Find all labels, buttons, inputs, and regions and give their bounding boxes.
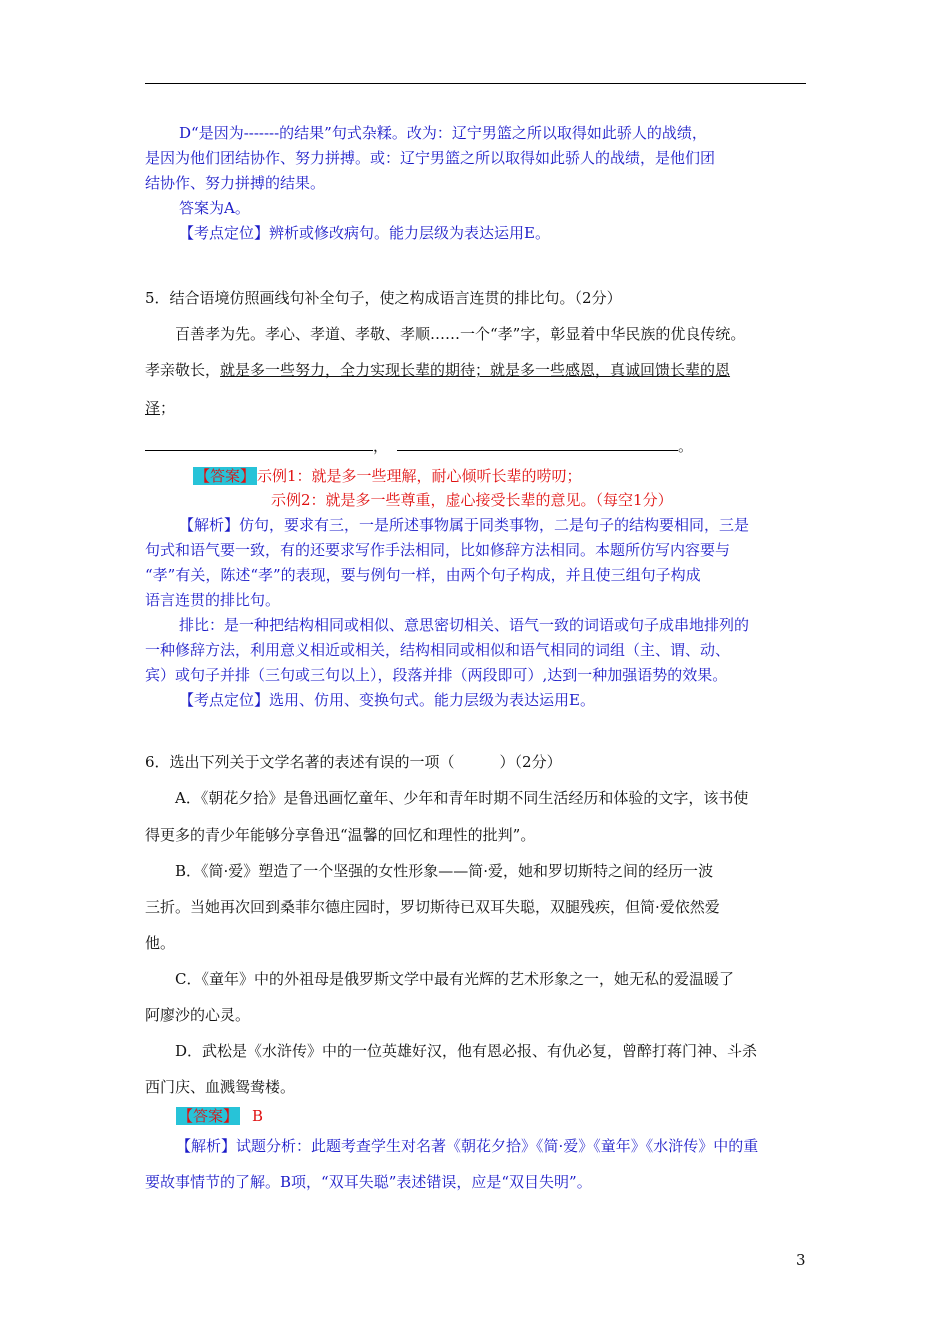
q5-analysis-line: 一种修辞方法，利用意义相近或相关，结构相同或相似和语气相同的词组（主、谓、动、 xyxy=(145,641,731,659)
q5-text3 xyxy=(145,398,175,418)
q6-answer-line xyxy=(176,1106,263,1126)
q6-stem: 6．选出下列关于文学名著的表述有误的一项（ ）（2分） xyxy=(145,753,562,771)
q5-answer-example1: 示例1：就是多一些理解，耐心倾听长辈的唠叨； xyxy=(257,467,582,485)
q4-kaodian: 【考点定位】辨析或修改病句。能力层级为表达运用E。 xyxy=(179,224,550,242)
q6-option-a-cont: 得更多的青少年能够分享鲁迅“温馨的回忆和理性的批判”。 xyxy=(145,826,536,844)
q6-analysis-line: 要故事情节的了解。B项，“双耳失聪”表述错误，应是“双目失明”。 xyxy=(145,1173,592,1191)
q4-d-line1: D“是因为-------的结果”句式杂糅。改为：辽宁男篮之所以取得如此骄人的战绩， xyxy=(179,124,707,142)
q5-text3-suffix: ； xyxy=(160,399,176,417)
q5-text1: 百善孝为先。孝心、孝道、孝敬、孝顺……一个“孝”字，彰显着中华民族的优良传统。 xyxy=(175,325,746,343)
q5-blank-1[interactable] xyxy=(145,450,373,451)
answer-tag: 【答案】 xyxy=(195,467,256,485)
q5-analysis-line: “孝”有关，陈述“孝”的表现，要与例句一样，由两个句子构成，并且使三组句子构成 xyxy=(145,566,701,584)
q4-answer: 答案为A。 xyxy=(179,199,250,217)
q5-text2 xyxy=(145,360,730,380)
q5-kaodian: 【考点定位】选用、仿用、变换句式。能力层级为表达运用E。 xyxy=(179,691,595,709)
q6-option-d: D．武松是《水浒传》中的一位英雄好汉，他有恩必报、有仇必复，曾醉打蒋门神、斗杀 xyxy=(175,1042,758,1060)
q5-underlined-sentence: 就是多一些努力，全力实现长辈的期待；就是多一些感恩，真诚回馈长辈的恩 xyxy=(220,361,731,379)
q5-blank-2[interactable] xyxy=(397,450,678,451)
q6-option-c: C．《童年》中的外祖母是俄罗斯文学中最有光辉的艺术形象之一，她无私的爱温暖了 xyxy=(175,970,734,988)
header-rule xyxy=(145,83,806,84)
q6-answer-value: B xyxy=(252,1107,264,1125)
q5-period: 。 xyxy=(678,437,694,455)
q6-option-d-cont: 西门庆、血溅鸳鸯楼。 xyxy=(145,1078,296,1096)
q6-option-c-cont: 阿廖沙的心灵。 xyxy=(145,1006,251,1024)
q4-d-line2: 是因为他们团结协作、努力拼搏。或：辽宁男篮之所以取得如此骄人的战绩，是他们团 xyxy=(145,149,716,167)
answer-tag: 【答案】 xyxy=(178,1107,239,1125)
q4-d-line3: 结协作、努力拼搏的结果。 xyxy=(145,174,326,192)
q6-option-a: A．《朝花夕拾》是鲁迅画忆童年、少年和青年时期不同生活经历和体验的文字，该书使 xyxy=(175,789,749,807)
q5-analysis-line: 宾）或句子并排（三句或三句以上），段落并排（两段即可）,达到一种加强语势的效果。 xyxy=(145,666,728,684)
q5-analysis-line: 语言连贯的排比句。 xyxy=(145,591,281,609)
q6-analysis-line: 【解析】试题分析：此题考查学生对名著《朝花夕拾》《简·爱》《童年》《水浒传》中的重 xyxy=(176,1137,759,1155)
q5-analysis-line: 【解析】仿句，要求有三，一是所述事物属于同类事物，二是句子的结构要相同，三是 xyxy=(179,516,750,534)
q6-option-b-cont: 他。 xyxy=(145,934,176,952)
q5-text2-prefix: 孝亲敬长， xyxy=(145,361,221,379)
q5-stem: 5．结合语境仿照画线句补全句子，使之构成语言连贯的排比句。（2分） xyxy=(145,289,622,307)
q5-underlined-end: 泽 xyxy=(145,399,161,417)
q5-analysis-line: 排比：是一种把结构相同或相似、意思密切相关、语气一致的词语或句子成串地排列的 xyxy=(179,616,750,634)
q6-option-b: B．《简·爱》塑造了一个坚强的女性形象——简·爱，她和罗切斯特之间的经历一波 xyxy=(175,862,714,880)
page-number: 3 xyxy=(796,1251,806,1269)
q5-analysis-line: 句式和语气要一致，有的还要求写作手法相同，比如修辞方法相同。本题所仿写内容要与 xyxy=(145,541,731,559)
q5-answer-example2: 示例2：就是多一些尊重，虚心接受长辈的意见。（每空1分） xyxy=(271,491,673,509)
q5-answer-line1 xyxy=(193,466,582,486)
q6-option-b-cont: 三折。当她再次回到桑菲尔德庄园时，罗切斯待已双耳失聪，双腿残疾，但简·爱依然爱 xyxy=(145,898,720,916)
q5-comma: ， xyxy=(373,437,389,455)
